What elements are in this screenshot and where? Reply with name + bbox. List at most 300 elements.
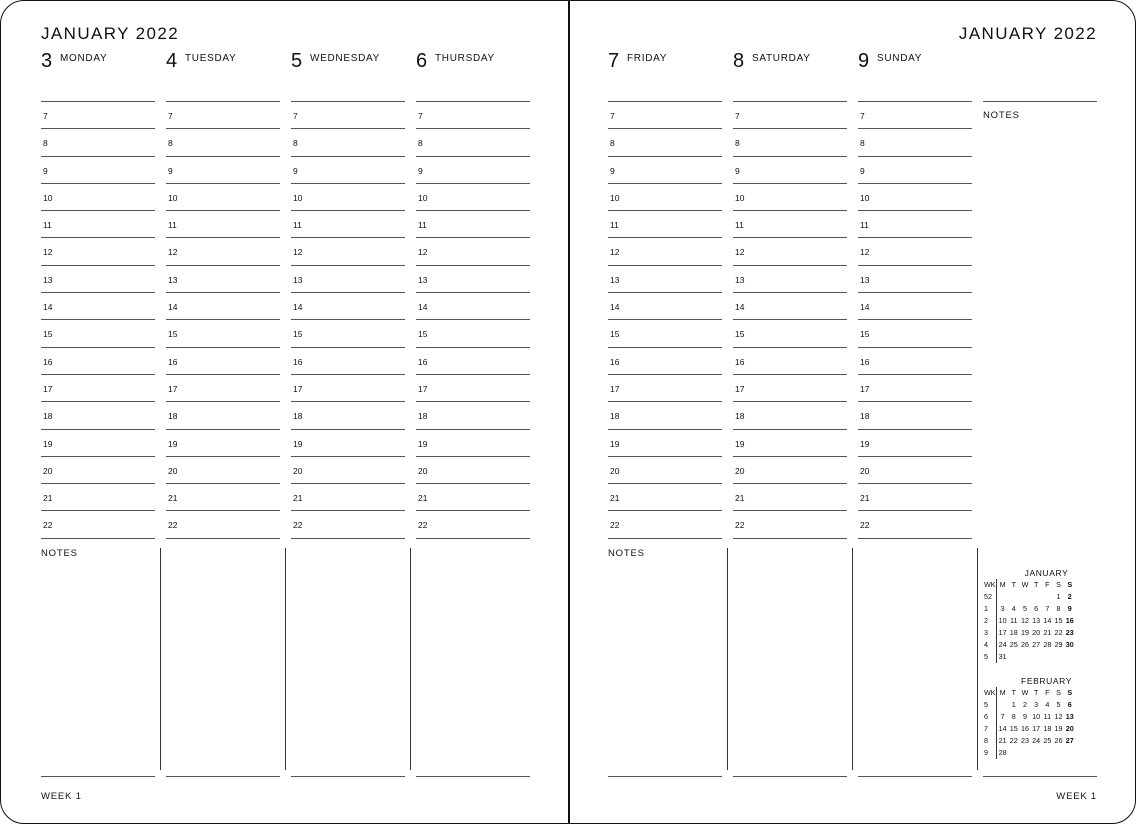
mini-calendar-title: JANUARY — [1024, 568, 1069, 578]
calendar-day — [1008, 591, 1019, 603]
hour-slot[interactable] — [608, 129, 722, 156]
hour-slot[interactable] — [608, 293, 722, 320]
calendar-day: 26 — [1054, 736, 1063, 745]
notes-divider — [285, 548, 286, 770]
hour-slot[interactable] — [291, 430, 405, 457]
hour-label: 7 — [43, 111, 48, 121]
calendar-day — [1019, 651, 1030, 663]
day-number: 7 — [608, 50, 620, 72]
notes-bottom-rule — [166, 776, 280, 777]
hour-label: 20 — [735, 465, 745, 476]
hour-label: 11 — [610, 220, 619, 231]
hour-label: 17 — [43, 383, 53, 394]
hour-slot[interactable] — [733, 238, 847, 265]
notes-bottom-rule — [41, 776, 155, 777]
hour-slot[interactable] — [41, 129, 155, 156]
hour-label: 16 — [168, 356, 178, 367]
hour-label: 20 — [43, 465, 53, 476]
hour-slot[interactable] — [416, 211, 530, 238]
notes-area[interactable] — [291, 548, 405, 771]
hour-slot[interactable] — [166, 484, 280, 511]
hour-slot[interactable] — [608, 320, 722, 347]
hour-label: 16 — [418, 356, 428, 367]
hour-label: 20 — [293, 465, 303, 476]
hour-slot[interactable] — [291, 157, 405, 184]
day-header — [291, 49, 405, 102]
week-number: 6 — [984, 711, 997, 723]
hour-label: 19 — [735, 438, 745, 449]
hour-label: 18 — [610, 411, 620, 422]
hour-label: 12 — [168, 247, 178, 258]
week-number: 8 — [984, 735, 997, 747]
hour-slot[interactable] — [858, 293, 972, 320]
hour-slot[interactable] — [858, 457, 972, 484]
calendar-day: 19 — [1054, 724, 1063, 733]
hour-label: 11 — [735, 220, 744, 231]
day-column — [291, 49, 405, 539]
hour-label: 13 — [610, 274, 620, 285]
hour-label: 18 — [168, 411, 178, 422]
hour-label: 20 — [418, 465, 428, 476]
hour-slot[interactable] — [608, 348, 722, 375]
hour-slot[interactable] — [166, 511, 280, 538]
hour-slot[interactable] — [416, 157, 530, 184]
hour-slot[interactable] — [733, 484, 847, 511]
hour-label: 11 — [293, 220, 302, 231]
hour-label: 19 — [860, 438, 870, 449]
hour-slot[interactable] — [858, 375, 972, 402]
hour-label: 12 — [43, 247, 53, 258]
hour-slot[interactable] — [291, 457, 405, 484]
hour-slot[interactable] — [166, 430, 280, 457]
hour-slot[interactable] — [608, 457, 722, 484]
hour-slot[interactable] — [291, 375, 405, 402]
hour-slot[interactable] — [291, 266, 405, 293]
hour-slot[interactable] — [733, 375, 847, 402]
calendar-day: 15 — [1054, 616, 1063, 625]
hour-label: 14 — [168, 302, 178, 313]
hour-slot[interactable] — [166, 293, 280, 320]
hour-slot[interactable] — [858, 430, 972, 457]
week-number: 2 — [984, 615, 997, 627]
calendar-day: 14 — [998, 724, 1007, 733]
hour-label: 12 — [418, 247, 428, 258]
weekday-header: M — [999, 688, 1006, 697]
hour-slot[interactable] — [733, 320, 847, 347]
weekday-header: W — [1021, 688, 1029, 697]
day-column — [41, 49, 155, 539]
hour-slot[interactable] — [858, 129, 972, 156]
hour-label: 14 — [610, 302, 620, 313]
calendar-day: 10 — [1032, 712, 1041, 721]
calendar-day — [1053, 651, 1064, 663]
notes-area[interactable] — [733, 548, 847, 771]
hour-label: 10 — [168, 192, 178, 203]
hour-label: 11 — [860, 220, 869, 231]
hour-slot[interactable] — [166, 211, 280, 238]
hour-slot[interactable] — [858, 266, 972, 293]
mini-calendar — [984, 568, 1097, 663]
day-name: WEDNESDAY — [310, 53, 381, 64]
hour-slot[interactable] — [416, 129, 530, 156]
hour-label: 17 — [610, 383, 620, 394]
notes-area[interactable] — [858, 548, 972, 771]
hour-slot[interactable] — [416, 238, 530, 265]
hour-slot[interactable] — [858, 238, 972, 265]
day-number: 9 — [858, 50, 870, 72]
hour-slot[interactable] — [291, 129, 405, 156]
hour-label: 12 — [293, 247, 303, 258]
hour-slot[interactable] — [416, 184, 530, 211]
hour-label: 10 — [860, 192, 870, 203]
calendar-day: 11 — [1010, 616, 1018, 625]
notes-divider — [852, 548, 853, 770]
notes-divider — [410, 548, 411, 770]
hour-label: 19 — [418, 438, 428, 449]
hour-label: 17 — [418, 383, 428, 394]
day-name: TUESDAY — [185, 53, 237, 64]
calendar-day: 24 — [1032, 736, 1041, 745]
calendar-day: 15 — [1009, 724, 1018, 733]
hour-slot[interactable] — [733, 511, 847, 538]
calendar-day: 7 — [1045, 604, 1050, 613]
calendar-day: 12 — [1054, 712, 1063, 721]
hour-slot[interactable] — [858, 484, 972, 511]
calendar-day: 25 — [1043, 736, 1052, 745]
hour-slot[interactable] — [41, 102, 155, 129]
hour-label: 16 — [860, 356, 870, 367]
hour-slot[interactable] — [608, 511, 722, 538]
day-number: 8 — [733, 50, 745, 72]
calendar-day — [1008, 747, 1019, 759]
calendar-day — [1031, 591, 1042, 603]
day-header — [416, 49, 530, 102]
notes-area[interactable] — [416, 548, 530, 771]
hour-label: 7 — [418, 111, 423, 121]
hour-label: 17 — [735, 383, 745, 394]
hour-slot[interactable] — [733, 293, 847, 320]
hour-label: 17 — [293, 383, 303, 394]
day-header — [41, 49, 155, 102]
hour-slot[interactable] — [166, 375, 280, 402]
calendar-day: 16 — [1065, 616, 1074, 625]
spine-divider — [568, 1, 570, 823]
calendar-day: 11 — [1043, 712, 1052, 721]
notes-bottom-rule — [858, 776, 972, 777]
weekday-header: F — [1045, 580, 1050, 589]
hour-label: 9 — [293, 165, 298, 176]
calendar-day: 1 — [1056, 592, 1061, 601]
hour-slot[interactable] — [858, 348, 972, 375]
calendar-day: 7 — [1000, 712, 1005, 721]
day-header — [608, 49, 722, 102]
calendar-day: 3 — [1034, 700, 1039, 709]
calendar-day: 1 — [1011, 700, 1016, 709]
hour-slot[interactable] — [166, 157, 280, 184]
hour-slot[interactable] — [41, 511, 155, 538]
hour-label: 12 — [735, 247, 745, 258]
hour-slot[interactable] — [733, 129, 847, 156]
weekday-header: S — [1056, 580, 1061, 589]
side-notes-label: NOTES — [983, 110, 1020, 121]
hour-slot[interactable] — [858, 320, 972, 347]
hour-slot[interactable] — [416, 457, 530, 484]
calendar-day: 12 — [1020, 616, 1029, 625]
left-week-label: WEEK 1 — [41, 791, 82, 802]
hour-slot[interactable] — [733, 430, 847, 457]
hour-slot[interactable] — [416, 375, 530, 402]
hour-slot[interactable] — [291, 511, 405, 538]
hour-label: 13 — [735, 274, 745, 285]
calendar-day — [1042, 747, 1053, 759]
hour-label: 20 — [168, 465, 178, 476]
hour-slot[interactable] — [41, 320, 155, 347]
hour-label: 10 — [610, 192, 620, 203]
hour-slot[interactable] — [41, 375, 155, 402]
hour-label: 18 — [418, 411, 428, 422]
hour-slot[interactable] — [41, 484, 155, 511]
weekday-header: F — [1045, 688, 1050, 697]
hour-slot[interactable] — [608, 402, 722, 429]
hour-slot[interactable] — [41, 184, 155, 211]
day-number: 4 — [166, 50, 178, 72]
hour-label: 7 — [293, 111, 298, 121]
notes-area[interactable] — [166, 548, 280, 771]
calendar-day: 17 — [1032, 724, 1041, 733]
hour-slot[interactable] — [166, 320, 280, 347]
hour-slot[interactable] — [858, 157, 972, 184]
calendar-day: 31 — [998, 652, 1007, 661]
calendar-day: 14 — [1043, 616, 1052, 625]
hour-label: 21 — [735, 493, 745, 504]
hour-slot[interactable] — [416, 402, 530, 429]
hour-slot[interactable] — [608, 157, 722, 184]
hour-slot[interactable] — [858, 102, 972, 129]
day-number: 6 — [416, 50, 428, 72]
calendar-day: 22 — [1054, 628, 1063, 637]
hour-label: 18 — [43, 411, 53, 422]
calendar-day — [1019, 591, 1030, 603]
hour-label: 8 — [610, 138, 615, 149]
hour-slot[interactable] — [291, 102, 405, 129]
hour-label: 15 — [168, 329, 178, 340]
hour-label: 21 — [43, 493, 53, 504]
hour-label: 8 — [43, 138, 48, 149]
hour-slot[interactable] — [733, 102, 847, 129]
notes-bottom-rule — [733, 776, 847, 777]
hour-slot[interactable] — [858, 511, 972, 538]
hour-slot[interactable] — [291, 238, 405, 265]
day-header — [733, 49, 847, 102]
hour-label: 21 — [168, 493, 178, 504]
calendar-day: 13 — [1065, 712, 1074, 721]
calendar-day — [997, 699, 1009, 711]
hour-label: 19 — [43, 438, 53, 449]
hour-slot[interactable] — [291, 348, 405, 375]
hour-slot[interactable] — [291, 484, 405, 511]
hour-slot[interactable] — [291, 293, 405, 320]
hour-label: 15 — [418, 329, 428, 340]
hour-label: 18 — [860, 411, 870, 422]
weekday-header: T — [1011, 580, 1016, 589]
hour-slot[interactable] — [733, 402, 847, 429]
hour-label: 18 — [735, 411, 745, 422]
hour-slot[interactable] — [608, 430, 722, 457]
hour-label: 13 — [168, 274, 178, 285]
hour-slot[interactable] — [416, 293, 530, 320]
notes-area[interactable] — [41, 548, 155, 771]
day-name: FRIDAY — [627, 53, 668, 64]
week-number: 7 — [984, 723, 997, 735]
hour-slot[interactable] — [608, 184, 722, 211]
hour-label: 21 — [610, 493, 620, 504]
hour-label: 8 — [860, 138, 865, 149]
calendar-day — [1019, 747, 1030, 759]
hour-slot[interactable] — [166, 102, 280, 129]
hour-slot[interactable] — [733, 157, 847, 184]
hour-label: 8 — [168, 138, 173, 149]
side-bottom-rule — [983, 776, 1097, 777]
week-number: 9 — [984, 747, 997, 759]
hour-slot[interactable] — [41, 266, 155, 293]
week-column-header: WK — [984, 580, 996, 589]
calendar-day: 9 — [1067, 604, 1072, 613]
hour-slot[interactable] — [166, 184, 280, 211]
hour-label: 16 — [293, 356, 303, 367]
hour-label: 7 — [735, 111, 740, 121]
hour-label: 22 — [418, 520, 428, 531]
calendar-day — [1064, 651, 1075, 663]
hour-slot[interactable] — [291, 320, 405, 347]
hour-label: 17 — [168, 383, 178, 394]
hour-label: 16 — [610, 356, 620, 367]
hour-slot[interactable] — [416, 266, 530, 293]
hour-slot[interactable] — [41, 211, 155, 238]
week-number: 1 — [984, 603, 997, 615]
day-number: 5 — [291, 50, 303, 72]
hour-slot[interactable] — [416, 320, 530, 347]
hour-slot[interactable] — [41, 348, 155, 375]
hour-label: 22 — [735, 520, 745, 531]
calendar-day: 28 — [998, 748, 1007, 757]
hour-slot[interactable] — [41, 430, 155, 457]
hour-label: 17 — [860, 383, 870, 394]
hour-label: 13 — [43, 274, 53, 285]
calendar-day: 8 — [1011, 712, 1016, 721]
calendar-day: 27 — [1065, 736, 1074, 745]
week-number: 52 — [984, 591, 997, 603]
hour-label: 10 — [418, 192, 428, 203]
day-column — [416, 49, 530, 539]
hour-label: 8 — [735, 138, 740, 149]
hour-slot[interactable] — [416, 430, 530, 457]
hour-slot[interactable] — [416, 511, 530, 538]
hour-label: 9 — [43, 165, 48, 176]
hour-slot[interactable] — [608, 211, 722, 238]
hour-label: 20 — [860, 465, 870, 476]
hour-slot[interactable] — [416, 102, 530, 129]
hour-label: 10 — [735, 192, 745, 203]
hour-slot[interactable] — [41, 238, 155, 265]
weekday-header: S — [1056, 688, 1061, 697]
calendar-day: 21 — [1043, 628, 1052, 637]
hour-slot[interactable] — [41, 402, 155, 429]
hour-slot[interactable] — [416, 484, 530, 511]
calendar-day — [1008, 651, 1019, 663]
calendar-day — [997, 591, 1009, 603]
hour-label: 9 — [735, 165, 740, 176]
week-column-header: WK — [984, 688, 996, 697]
hour-label: 21 — [418, 493, 428, 504]
calendar-day: 9 — [1022, 712, 1027, 721]
hour-slot[interactable] — [733, 184, 847, 211]
hour-slot[interactable] — [166, 266, 280, 293]
hour-label: 11 — [168, 220, 177, 231]
calendar-day: 20 — [1065, 724, 1074, 733]
hour-slot[interactable] — [291, 211, 405, 238]
hour-slot[interactable] — [166, 129, 280, 156]
hour-slot[interactable] — [608, 375, 722, 402]
hour-label: 8 — [293, 138, 298, 149]
calendar-day: 29 — [1054, 640, 1063, 649]
hour-slot[interactable] — [166, 348, 280, 375]
hour-label: 14 — [293, 302, 303, 313]
hour-slot[interactable] — [41, 457, 155, 484]
hour-slot[interactable] — [41, 157, 155, 184]
weekday-header: T — [1011, 688, 1016, 697]
hour-label: 14 — [43, 302, 53, 313]
calendar-day: 6 — [1034, 604, 1039, 613]
hour-label: 19 — [293, 438, 303, 449]
hour-slot[interactable] — [166, 238, 280, 265]
calendar-day — [1042, 591, 1053, 603]
calendar-day — [1031, 747, 1042, 759]
hour-slot[interactable] — [733, 266, 847, 293]
hour-label: 22 — [860, 520, 870, 531]
hour-slot[interactable] — [608, 238, 722, 265]
day-column — [166, 49, 280, 539]
hour-label: 22 — [43, 520, 53, 531]
hour-label: 9 — [418, 165, 423, 176]
hour-slot[interactable] — [291, 184, 405, 211]
hour-label: 15 — [610, 329, 620, 340]
side-notes-area[interactable] — [983, 49, 1097, 121]
hour-label: 7 — [168, 111, 173, 121]
day-header — [858, 49, 972, 102]
hour-slot[interactable] — [608, 266, 722, 293]
hour-slot[interactable] — [608, 484, 722, 511]
hour-label: 12 — [610, 247, 620, 258]
calendar-day: 23 — [1020, 736, 1029, 745]
hour-label: 19 — [610, 438, 620, 449]
hour-slot[interactable] — [858, 211, 972, 238]
hour-slot[interactable] — [166, 402, 280, 429]
calendar-day: 28 — [1043, 640, 1052, 649]
hour-slot[interactable] — [291, 402, 405, 429]
hour-slot[interactable] — [166, 457, 280, 484]
hour-slot[interactable] — [733, 211, 847, 238]
hour-slot[interactable] — [416, 348, 530, 375]
hour-slot[interactable] — [858, 184, 972, 211]
hour-slot[interactable] — [41, 293, 155, 320]
notes-area[interactable] — [608, 548, 722, 771]
day-name: SUNDAY — [877, 53, 923, 64]
hour-slot[interactable] — [733, 457, 847, 484]
hour-slot[interactable] — [608, 102, 722, 129]
hour-slot[interactable] — [858, 402, 972, 429]
hour-slot[interactable] — [733, 348, 847, 375]
notes-bottom-rule — [608, 776, 722, 777]
